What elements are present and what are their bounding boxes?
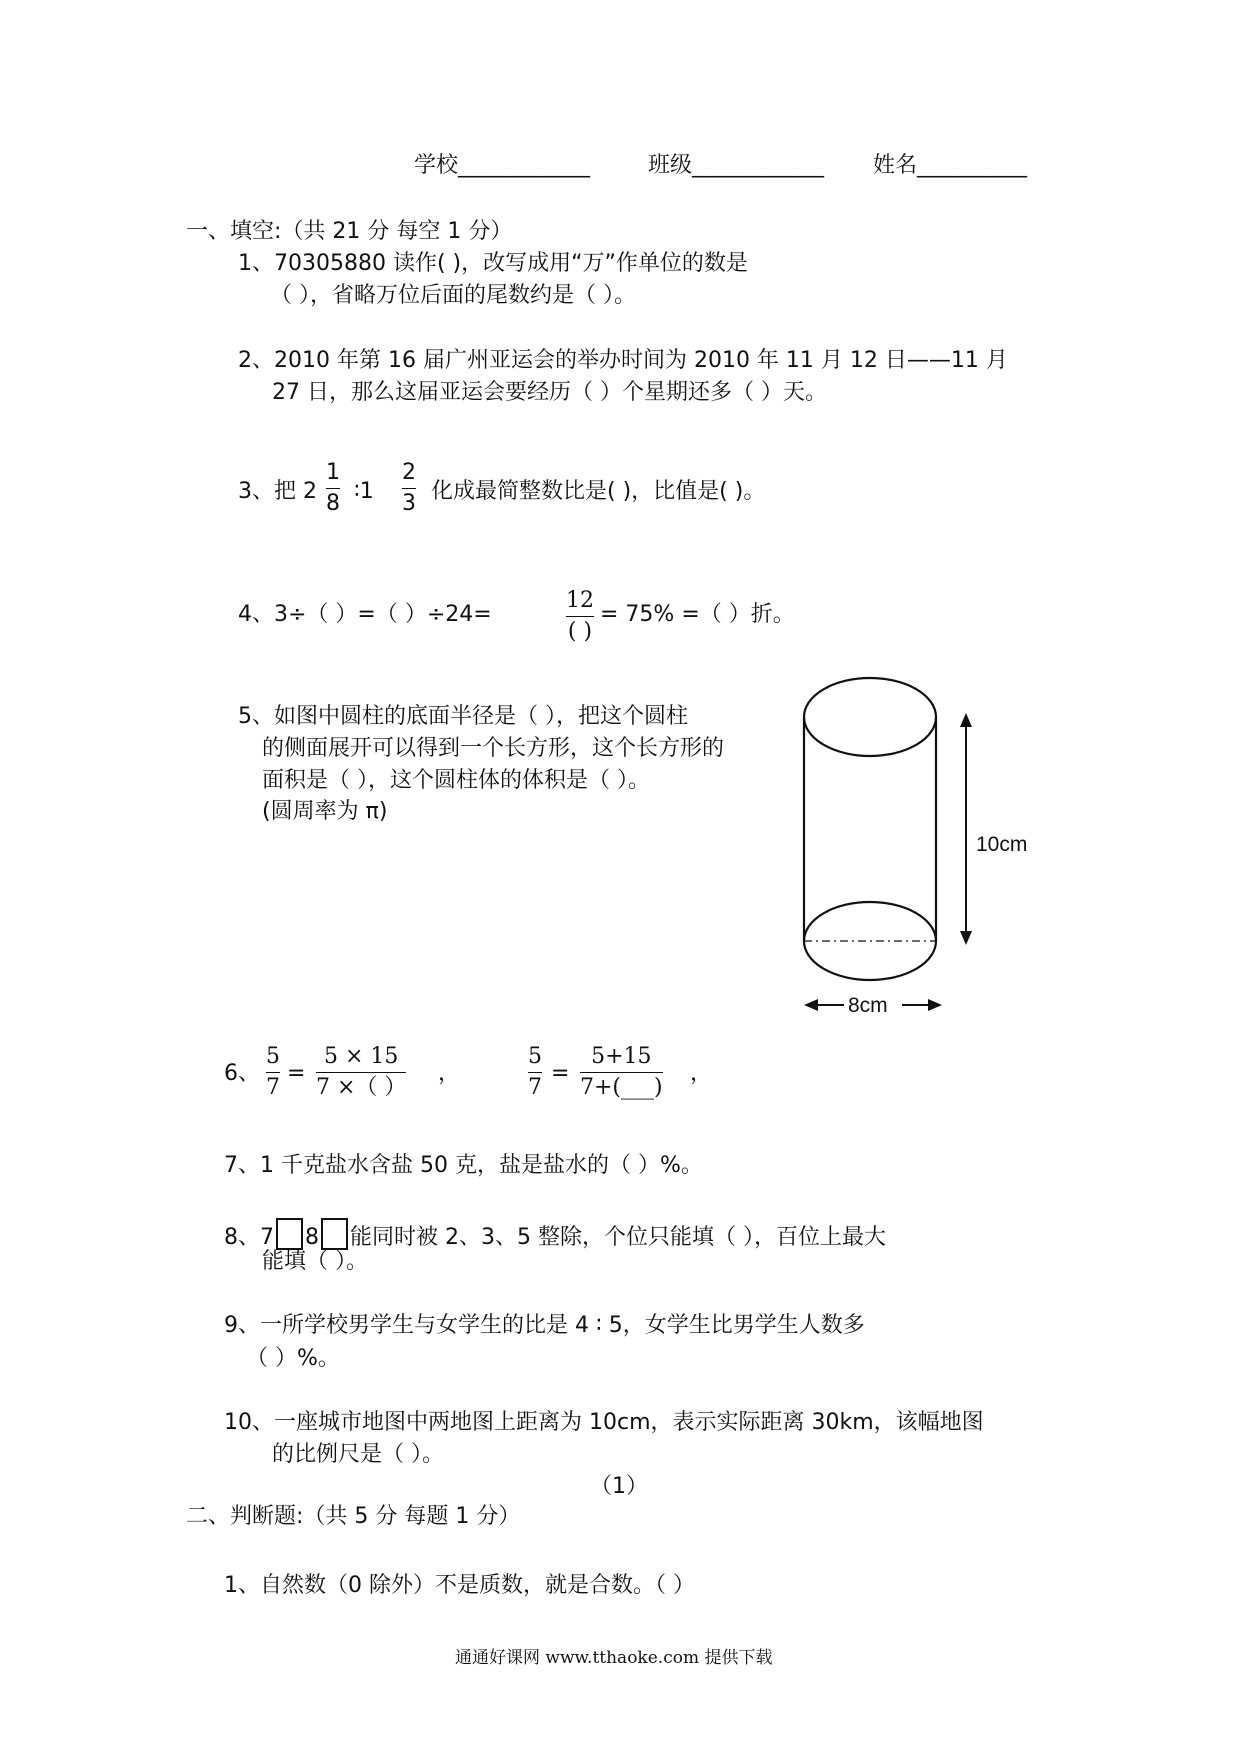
section2-heading: 二、判断题:（共 5 分 每题 1 分） (186, 1504, 521, 1529)
q10-line2: 的比例尺是（ ）。 (272, 1442, 444, 1467)
width-arrowhead-right (928, 999, 942, 1011)
q8-line1 (224, 1218, 886, 1250)
q2-line2: 27 日，那么这届亚运会要经历（ ）个星期还多（ ）天。 (272, 380, 827, 405)
fraction-bar (266, 1072, 280, 1073)
school-field[interactable]: 学校____________ (414, 153, 591, 178)
q6-equals-1: = (287, 1061, 306, 1086)
q5-line2: 的侧面展开可以得到一个长方形，这个长方形的 (262, 736, 725, 761)
q6-a-denominator: 7 (266, 1075, 280, 1100)
q4-suffix: = 75% =（ ）折。 (600, 602, 795, 627)
q8-line2: 能填（ ）。 (262, 1249, 368, 1274)
class-field[interactable]: 班级____________ (648, 153, 825, 178)
section1-heading: 一、填空:（共 21 分 每空 1 分） (186, 219, 513, 244)
q3-frac2-numerator: 2 (402, 460, 416, 485)
q5-line4: (圆周率为 π) (262, 799, 388, 824)
q9-line1: 9、一所学校男学生与女学生的比是 4 ∶ 5，女学生比男学生人数多 (224, 1313, 865, 1338)
digit-box-2[interactable] (321, 1218, 348, 1250)
q6-b-numerator: 5 × 15 (324, 1044, 399, 1069)
q4-denominator: ( ) (567, 619, 593, 644)
fraction-bar (580, 1072, 663, 1073)
q6-comma-2: ， (690, 1061, 713, 1086)
q8-mid: 8 (305, 1225, 319, 1250)
q6-label: 6、 (224, 1061, 260, 1086)
q7-line1: 7、1 千克盐水含盐 50 克，盐是盐水的（ ）%。 (224, 1153, 703, 1178)
diameter-label: 8cm (848, 994, 888, 1017)
s2-q1-line1: 1、自然数（0 除外）不是质数，就是合数。（ ） (224, 1573, 695, 1598)
q5-line3: 面积是（ ），这个圆柱体的体积是（ ）。 (262, 768, 650, 793)
q6-a-numerator: 5 (266, 1044, 280, 1069)
q1-line1: 1、70305880 读作( )，改写成用“万”作单位的数是 (238, 251, 748, 276)
q8-label: 8、7 (224, 1225, 274, 1250)
height-arrow-down (960, 931, 972, 945)
footer-text: 通通好课网 www.tthaoke.com 提供下载 (455, 1648, 773, 1668)
q3-colon: ∶1 (354, 479, 374, 504)
q1-line2: （ ），省略万位后面的尾数约是（ ）。 (270, 283, 636, 308)
q9-line2: （ ）%。 (246, 1346, 340, 1371)
q6-fraction-c (528, 1046, 542, 1099)
q3-fraction-1 (326, 462, 340, 515)
q3-frac1-numerator: 1 (326, 460, 340, 485)
q6-fraction-d (580, 1046, 663, 1099)
q6-d-numerator: 5+15 (591, 1044, 652, 1069)
q6-fraction-a (266, 1046, 280, 1099)
q3-frac2-denominator: 3 (402, 491, 416, 516)
q6-comma-1: ， (438, 1061, 461, 1086)
q6-c-numerator: 5 (528, 1044, 542, 1069)
q6-equals-2: = (551, 1061, 570, 1086)
fraction-bar (528, 1072, 542, 1073)
q4-prefix: 4、3÷（ ）=（ ）÷24= (238, 602, 492, 627)
q3-suffix: 化成最简整数比是( )，比值是( )。 (431, 479, 766, 504)
q3-prefix: 3、把 2 (238, 479, 317, 504)
q6-d-denominator: 7+(___) (580, 1075, 663, 1100)
page-number: （1） (590, 1474, 648, 1499)
fraction-bar (316, 1072, 406, 1073)
fraction-bar (566, 616, 594, 617)
q4-numerator: 12 (566, 588, 594, 613)
q6-fraction-b (316, 1046, 406, 1099)
digit-box-1[interactable] (276, 1218, 303, 1250)
cylinder-figure (780, 665, 1040, 1030)
cylinder-top-ellipse (804, 678, 936, 756)
q3-frac1-denominator: 8 (326, 491, 340, 516)
q5-line1: 5、如图中圆柱的底面半径是（ ），把这个圆柱 (238, 704, 688, 729)
height-arrow-up (960, 713, 972, 727)
q6-c-denominator: 7 (528, 1075, 542, 1100)
fraction-bar (402, 488, 416, 489)
q10-line1: 10、一座城市地图中两地图上距离为 10cm，表示实际距离 30km，该幅地图 (224, 1410, 984, 1435)
width-arrowhead-left (804, 999, 818, 1011)
q8-rest: 能同时被 2、3、5 整除，个位只能填（ ），百位上最大 (350, 1225, 886, 1250)
name-field[interactable]: 姓名__________ (873, 153, 1028, 178)
fraction-bar (326, 488, 340, 489)
height-label: 10cm (976, 833, 1028, 856)
q2-line1: 2、2010 年第 16 届广州亚运会的举办时间为 2010 年 11 月 12 日——11 月 (238, 348, 1008, 373)
q3-fraction-2 (402, 462, 416, 515)
q6-b-denominator: 7 ×（ ） (316, 1075, 407, 1100)
q4-fraction (566, 590, 594, 643)
